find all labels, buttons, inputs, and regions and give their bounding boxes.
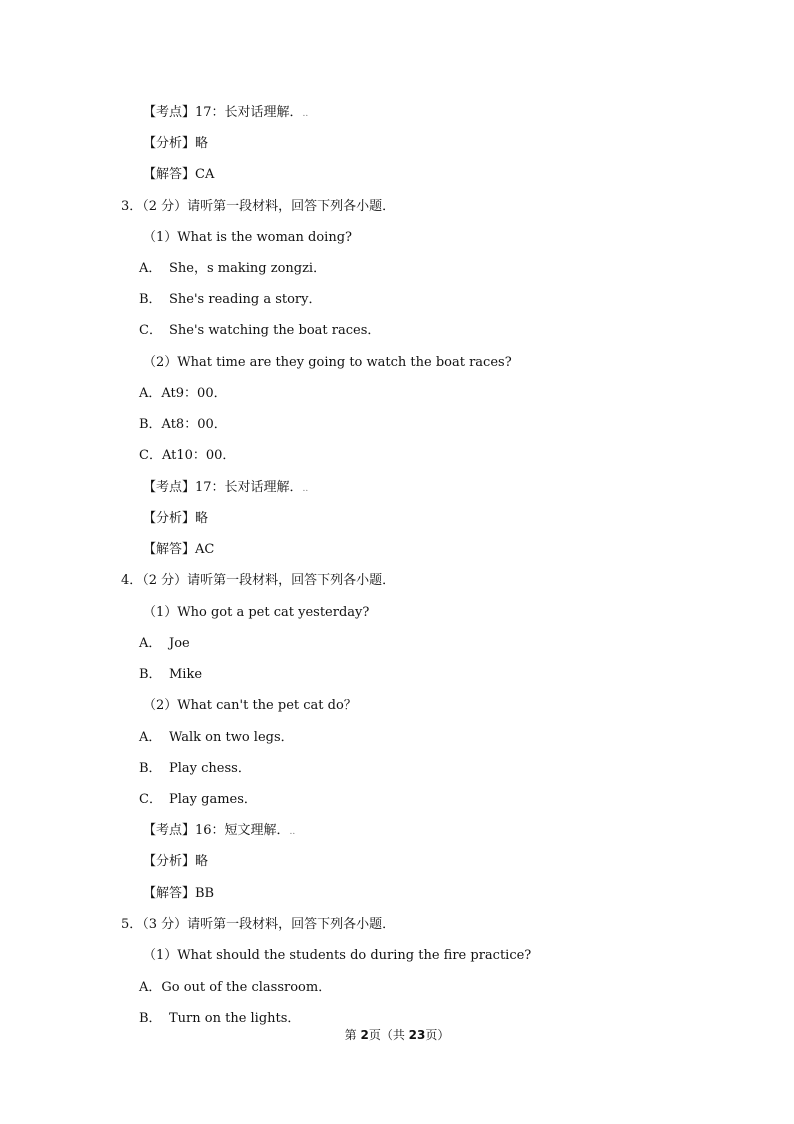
q3-option-2a: A．At9：00． bbox=[139, 386, 227, 401]
q4-option-b-text: Mike bbox=[169, 667, 203, 682]
q5-sub1: （1）What should the students do during the fire practice? bbox=[143, 948, 532, 963]
item2-fenxi: 【分析】略 bbox=[143, 136, 209, 151]
q3-option-2b: B．At8：00． bbox=[139, 417, 227, 432]
q5-option-a: A．Go out of the classroom． bbox=[139, 980, 332, 995]
footer-total-pages: 23 bbox=[408, 1028, 426, 1042]
q4-option-2b-label: B． bbox=[139, 761, 162, 776]
q5-option-b-text: Turn on the lights． bbox=[169, 1011, 301, 1026]
footer-suffix: 页） bbox=[425, 1028, 450, 1042]
footer-page-number: 2 bbox=[360, 1028, 369, 1042]
footer-middle: 页（共 bbox=[368, 1028, 409, 1042]
q4-jieda: 【解答】BB bbox=[143, 886, 215, 901]
q4-option-2b-text: Play chess． bbox=[169, 761, 251, 776]
page-footer bbox=[0, 1027, 794, 1043]
footer-prefix: 第 bbox=[344, 1028, 361, 1042]
q4-option-2c-label: C． bbox=[139, 792, 162, 807]
q3-jieda: 【解答】AC bbox=[143, 542, 215, 557]
q3-kaodian: 【考点】17：长对话理解．.. bbox=[143, 480, 309, 495]
q3-stem: 3．（2 分）请听第一段材料，回答下列各小题． bbox=[121, 199, 396, 214]
q4-kaodian: 【考点】16：短文理解．.. bbox=[143, 823, 296, 838]
item2-jieda: 【解答】CA bbox=[143, 167, 215, 182]
q4-fenxi: 【分析】略 bbox=[143, 854, 209, 869]
q3-option-b-label: B． bbox=[139, 292, 162, 307]
q3-option-b-text: She's reading a story． bbox=[169, 292, 322, 307]
q3-option-a-text: She，s making zongzi． bbox=[169, 261, 327, 276]
q3-option-a-label: A． bbox=[139, 261, 162, 276]
q4-sub1: （1）Who got a pet cat yesterday? bbox=[143, 605, 370, 620]
q4-option-a-label: A． bbox=[139, 636, 162, 651]
q5-stem: 5．（3 分）请听第一段材料，回答下列各小题． bbox=[121, 917, 396, 932]
q3-option-c-label: C． bbox=[139, 323, 162, 338]
q4-option-2a-label: A． bbox=[139, 730, 162, 745]
q3-fenxi: 【分析】略 bbox=[143, 511, 209, 526]
q3-option-c-text: She's watching the boat races． bbox=[169, 323, 381, 338]
q4-stem: 4．（2 分）请听第一段材料，回答下列各小题． bbox=[121, 573, 396, 588]
q5-option-b-label: B． bbox=[139, 1011, 162, 1026]
item2-kaodian: 【考点】17：长对话理解．.. bbox=[143, 105, 309, 120]
q4-sub2: （2）What can't the pet cat do？ bbox=[143, 698, 357, 713]
q4-option-b-label: B． bbox=[139, 667, 162, 682]
q3-option-2c: C．At10：00． bbox=[139, 448, 236, 463]
q3-sub2: （2）What time are they going to watch the boat races? bbox=[143, 355, 512, 370]
q4-option-2c-text: Play games． bbox=[169, 792, 257, 807]
q3-sub1: （1）What is the woman doing? bbox=[143, 230, 353, 245]
q4-option-2a-text: Walk on two legs． bbox=[169, 730, 294, 745]
q4-option-a-text: Joe bbox=[169, 636, 190, 651]
